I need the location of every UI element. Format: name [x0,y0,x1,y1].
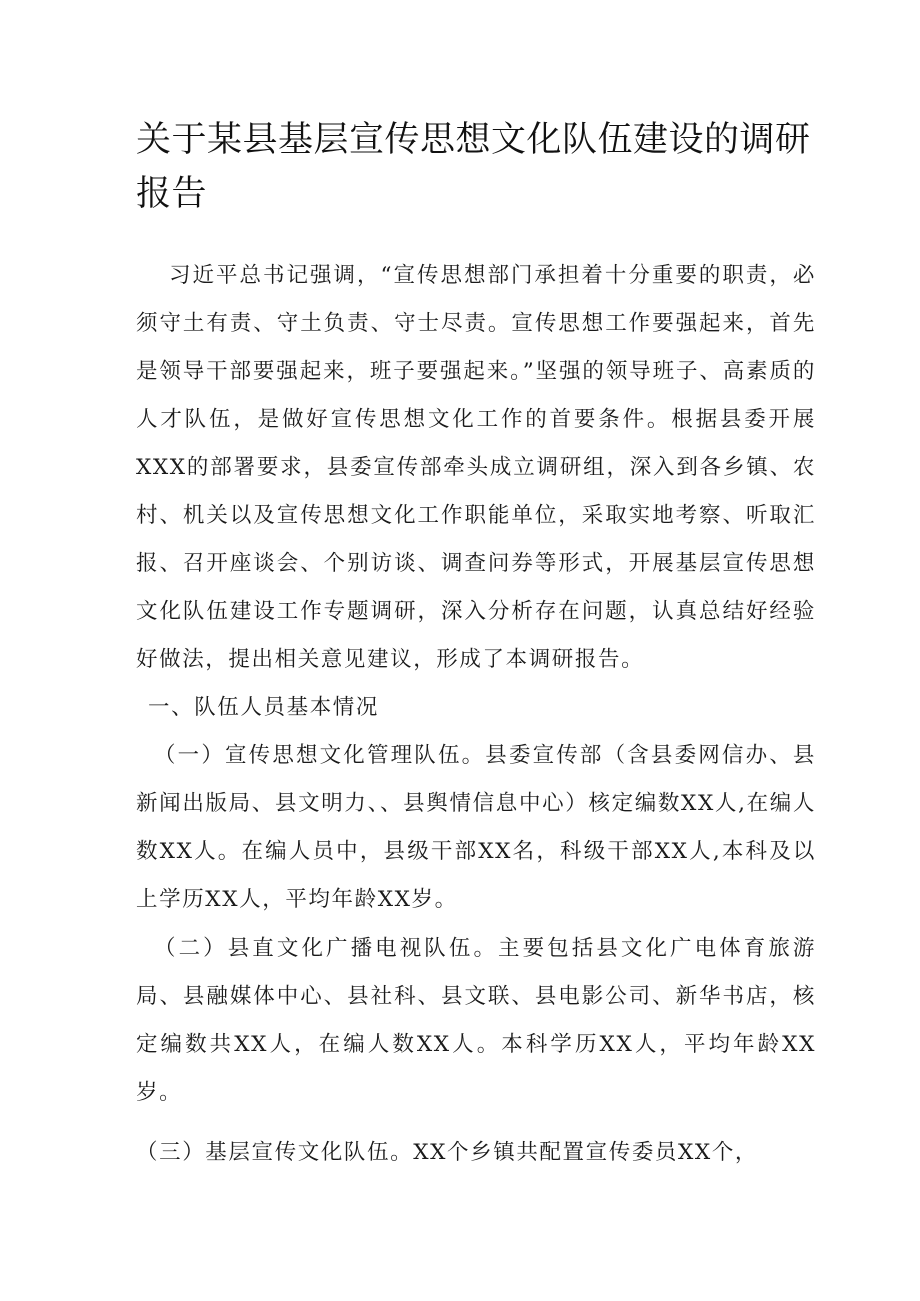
document-title: 关于某县基层宣传思想文化队伍建设的调研报告 [136,120,811,214]
section-paragraph-grassroots-team: （三）基层宣传文化队伍。XX个乡镇共配置宣传委员XX个， [136,1140,759,1165]
section-heading-basic-situation: 一、队伍人员基本情况 [148,695,380,720]
section-paragraph-broadcast-team: （二）县直文化广播电视队伍。主要包括县文化广电体育旅游局、县融媒体中心、县社科、县文联、县电影公司、新华书店，核定编数共XX人，在编人数XX人。本科学历XX人，平均年龄XX岁。 [136,936,816,1105]
section-paragraph-management-team: （一）宣传思想文化管理队伍。县委宣传部（含县委网信办、县新闻出版局、县文明力、、县舆情信息中心）核定编数XX人,在编人数XX人。在编人员中，县级干部XX名，科级干部XX人,本科及以上学历XX人，平均年龄XX岁。 [136,743,816,912]
intro-paragraph: 习近平总书记强调，“宣传思想部门承担着十分重要的职责，必须守土有责、守土负责、守士尽责。宣传思想工作要强起来，首先是领导干部要强起来，班子要强起来。”坚强的领导班子、高素质的人才队伍，是做好宣传思想文化工作的首要条件。根据县委开展XXX的部署要求，县委宣传部牵头成立调研组，深入到各乡镇、农村、机关以及宣传思想文化工作职能单位，采取实地考察、听取汇报、召开座谈会、个别访谈、调查问券等形式，开展基层宣传思想文化队伍建设工作专题调研，深入分析存在问题，认真总结好经验好做法，提出相关意见建议，形成了本调研报告。 [136,263,816,672]
